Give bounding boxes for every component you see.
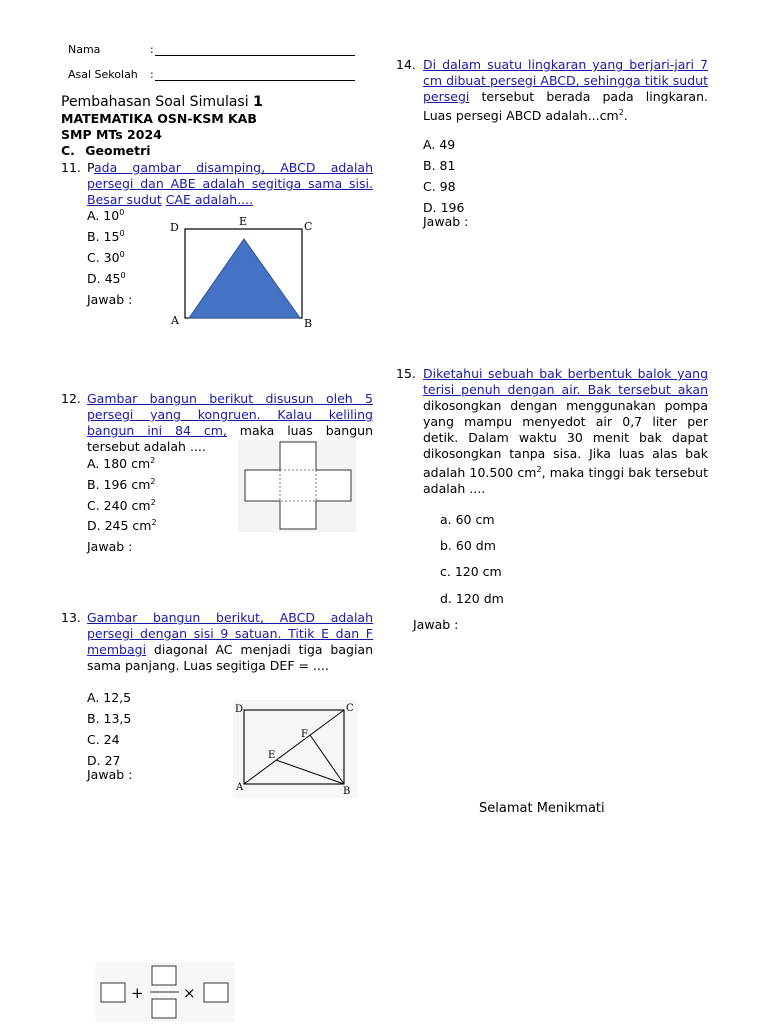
nama-colon: : <box>150 43 154 56</box>
formula-box-denominator <box>152 999 176 1018</box>
formula-box-numerator <box>152 966 176 985</box>
q13-option-c: C. 24 <box>87 732 120 747</box>
q12-option-d: D. 245 $cm^2$ <box>87 518 157 534</box>
q13-text <box>87 610 373 674</box>
q11-text-link: ada gambar disamping, ABCD adalah persegi dan ABE adalah segitiga sama sisi. Besar sudut <box>87 160 373 207</box>
closing-text: Selamat Menikmati <box>479 801 605 816</box>
sekolah-label: Asal Sekolah <box>68 68 138 81</box>
title-number: 1 <box>253 94 263 110</box>
q14-text-link: Di dalam suatu lingkaran yang berjari-jari 7 cm dibuat persegi ABCD, sehingga titik sudut persegi <box>423 57 708 104</box>
q14-jawab: Jawab : <box>423 214 469 229</box>
q11-text <box>87 160 373 208</box>
q14-option-d: D. 196 <box>423 200 465 215</box>
q13-figure-bg <box>233 700 358 798</box>
q12-option-a: A. 180 $cm^2$ <box>87 456 156 472</box>
q15-option-c: c. 120 cm <box>440 564 502 579</box>
q13-figure <box>233 700 358 798</box>
q12-jawab: Jawab : <box>87 539 133 554</box>
q14-text-end: . <box>623 108 628 124</box>
q15-number: 15. <box>396 366 416 381</box>
q12-text-plain: maka luas bangun tersebut adalah .... <box>87 423 373 454</box>
q12-figure <box>238 440 356 532</box>
q11-option-b: B. $15^0$ <box>87 229 125 245</box>
q11-option-c: C. $30^0$ <box>87 250 125 266</box>
q13-number: 13. <box>61 610 81 625</box>
subject-line: MATEMATIKA OSN-KSM KAB <box>61 111 257 126</box>
q15-text-end: , maka tinggi bak tersebut adalah .... <box>423 465 708 497</box>
q13-label-d: D <box>235 704 244 715</box>
q15-text <box>423 366 708 497</box>
q12-number: 12. <box>61 391 81 406</box>
q13-label-a: A <box>236 782 244 793</box>
q13-label-f: F <box>301 729 308 740</box>
q13-option-a: A. 12,5 <box>87 690 132 705</box>
page-title <box>61 94 263 110</box>
q11-label-a: A <box>171 314 179 327</box>
q14-option-a: A. 49 <box>423 137 456 152</box>
q15-option-d: d. 120 dm <box>440 591 504 606</box>
title-text: Pembahasan Soal Simulasi <box>61 94 254 110</box>
q11-option-d: D. $45^0$ <box>87 271 126 287</box>
formula-box-2 <box>204 983 228 1002</box>
section-letter: C. <box>61 143 75 158</box>
q13-jawab: Jawab : <box>87 767 133 782</box>
q13-label-e: E <box>268 750 276 761</box>
q11-label-e: E <box>239 215 248 228</box>
section-name: Geometri <box>85 143 151 158</box>
q14-option-c: C. 98 <box>423 179 456 194</box>
q14-text <box>423 57 708 124</box>
section-heading <box>61 143 151 158</box>
q11-label-b: B <box>304 317 313 330</box>
q13-label-c: C <box>346 703 354 714</box>
q11-text-link2: CAE adalah.... <box>165 192 254 207</box>
formula-box-1 <box>101 983 125 1002</box>
q14-text-plain: tersebut berada pada lingkaran. Luas persegi ABCD adalah...cm <box>423 89 708 124</box>
q13-option-d: D. 27 <box>87 753 121 768</box>
q11-label-c: C <box>304 220 313 233</box>
q15-option-a: a. 60 cm <box>440 512 495 527</box>
q13-label-b: B <box>343 786 351 797</box>
nama-line <box>155 55 355 56</box>
q14-text-sup: 2 <box>618 108 624 117</box>
sekolah-line <box>155 80 355 81</box>
q11-text-p: P <box>87 160 94 175</box>
q11-triangle <box>189 239 300 318</box>
q14-number: 14. <box>396 57 416 72</box>
q13-text-plain: diagonal AC menjadi tiga bagian sama panjang. Luas segitiga DEF = .... <box>87 642 373 673</box>
q14-option-b: B. 81 <box>423 158 456 173</box>
formula-plus: + <box>131 984 144 1002</box>
nama-label: Nama <box>68 43 101 56</box>
q11-number: 11. <box>61 160 81 175</box>
q12-option-b: B. 196 $cm^2$ <box>87 477 156 493</box>
formula-times: × <box>183 984 196 1002</box>
q15-text-plain: dikosongkan dengan menggunakan pompa yang mampu menyedot air 0,7 liter per detik. Dalam waktu 30 menit bak dapat dikosongkan tanpa sisa. Jika luas alas bak adalah 10.500 cm <box>423 398 708 481</box>
q15-text-sup: 2 <box>536 465 542 474</box>
q15-jawab: Jawab : <box>413 617 459 632</box>
q11-label-d: D <box>170 221 179 234</box>
q13-text-link: Gambar bangun berikut, ABCD adalah persegi dengan sisi 9 satuan. Titik E dan F membagi <box>87 610 373 657</box>
sekolah-colon: : <box>150 68 154 81</box>
level-line: SMP MTs 2024 <box>61 127 162 142</box>
q15-option-b: b. 60 dm <box>440 538 496 553</box>
q11-figure <box>165 212 325 332</box>
q12-text-link: Gambar bangun berikut disusun oleh 5 persegi yang kongruen. Kalau keliling bangun ini 84 cm, <box>87 391 373 438</box>
q13-option-b: B. 13,5 <box>87 711 132 726</box>
q15-text-link: Diketahui sebuah bak berbentuk balok yang terisi penuh dengan air. Bak tersebut akan <box>423 366 708 397</box>
q11-jawab: Jawab : <box>87 292 133 307</box>
q11-option-a: A. $10^0$ <box>87 208 125 224</box>
bottom-formula <box>95 962 235 1022</box>
q12-option-c: C. 240 $cm^2$ <box>87 498 156 514</box>
